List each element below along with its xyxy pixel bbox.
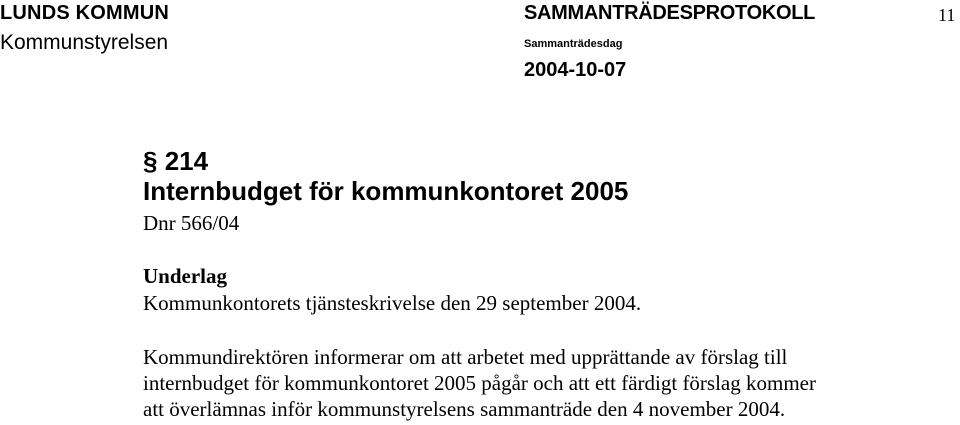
body-line: att överlämnas inför kommunstyrelsens sammanträde den 4 november 2004. [143,397,786,421]
underlag-text: Kommunkontorets tjänsteskrivelse den 29 september 2004. [143,291,642,315]
section-symbol: § [143,146,158,176]
body-line: internbudget för kommunkontoret 2005 pågår och att ett färdigt förslag kommer [143,371,816,395]
underlag-heading: Underlag [143,264,227,288]
meeting-date: 2004-10-07 [524,59,627,81]
registration-number: Dnr 566/04 [143,211,240,235]
organization-unit: Kommunstyrelsen [0,31,169,54]
document-type: SAMMANTRÄDESPROTOKOLL [524,2,816,24]
body-paragraph [143,344,943,422]
meeting-date-label: Sammanträdesdag [524,38,623,50]
organization-name: LUNDS KOMMUN [0,2,170,24]
section-number: 214 [164,146,209,176]
page-number: 11 [938,5,956,25]
section-number-line [143,146,208,177]
section-title: Internbudget för kommunkontoret 2005 [143,176,629,206]
body-line: Kommundirektören informerar om att arbetet med upprättande av förslag till [143,345,788,369]
